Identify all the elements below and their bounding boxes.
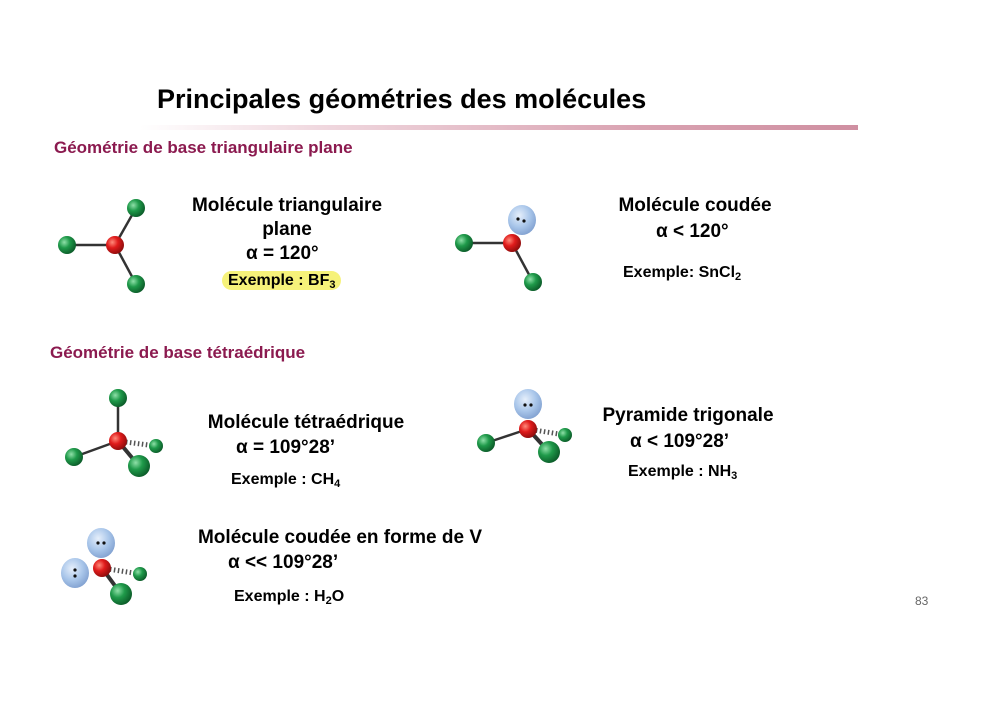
molecule-name-bent-trigonal: Molécule coudée bbox=[618, 195, 772, 216]
section-heading-tetrahedral: Géométrie de base tétraédrique bbox=[50, 343, 306, 362]
example-subscript: 3 bbox=[329, 279, 336, 291]
angle-value: = 109°28’ bbox=[247, 437, 336, 458]
tetrahedral-model bbox=[60, 384, 170, 494]
molecule-name-bent-v: Molécule coudée en forme de V bbox=[197, 527, 483, 548]
title-underline bbox=[140, 125, 858, 130]
alpha-symbol: α bbox=[656, 221, 668, 242]
example-subscript: 2 bbox=[325, 595, 332, 607]
example-text: Exemple: SnCl bbox=[623, 264, 736, 281]
example-text: Exemple : BF bbox=[228, 272, 330, 289]
molecule-name-trigonal-planar bbox=[182, 194, 392, 242]
example-text: Exemple : NH bbox=[628, 463, 732, 480]
example-suffix: O bbox=[331, 588, 345, 605]
example-text: Exemple : CH bbox=[231, 471, 335, 488]
molecule-name-tetrahedral: Molécule tétraédrique bbox=[207, 412, 405, 433]
angle-value: < 109°28’ bbox=[641, 431, 730, 452]
alpha-symbol: α bbox=[630, 431, 642, 452]
angle-bent-v bbox=[228, 551, 338, 575]
angle-trigonal-pyramidal bbox=[630, 430, 729, 454]
example-subscript: 3 bbox=[731, 470, 738, 482]
example-bent-v bbox=[234, 588, 344, 606]
angle-value: << 109°28’ bbox=[239, 552, 339, 573]
angle-bent-trigonal bbox=[656, 220, 729, 244]
slide-title: Principales géométries des molécules bbox=[157, 84, 647, 114]
angle-value: = 120° bbox=[257, 243, 319, 264]
alpha-symbol: α bbox=[236, 437, 248, 458]
page-number: 83 bbox=[915, 594, 929, 608]
name-line-1: Molécule triangulaire bbox=[191, 195, 383, 216]
example-subscript: 4 bbox=[334, 478, 341, 490]
example-text: Exemple : H bbox=[234, 588, 326, 605]
section-heading-triangular: Géométrie de base triangulaire plane bbox=[54, 138, 353, 157]
molecule-name-trigonal-pyramidal: Pyramide trigonale bbox=[602, 405, 774, 426]
example-trigonal-planar bbox=[222, 272, 341, 290]
trigonal-planar-model bbox=[50, 190, 160, 300]
trigonal-pyramidal-model bbox=[470, 384, 580, 494]
example-highlight bbox=[222, 271, 341, 290]
bent-trigonal-model bbox=[448, 198, 558, 308]
example-trigonal-pyramidal bbox=[628, 463, 737, 481]
alpha-symbol: α bbox=[246, 243, 258, 264]
name-line-2: plane bbox=[262, 219, 312, 240]
angle-value: < 120° bbox=[667, 221, 729, 242]
angle-trigonal-planar bbox=[246, 242, 319, 266]
bent-v-model bbox=[55, 522, 165, 632]
example-tetrahedral bbox=[231, 471, 340, 489]
example-bent-trigonal bbox=[623, 264, 741, 282]
alpha-symbol: α bbox=[228, 552, 240, 573]
example-subscript: 2 bbox=[735, 271, 742, 283]
angle-tetrahedral bbox=[236, 436, 335, 460]
